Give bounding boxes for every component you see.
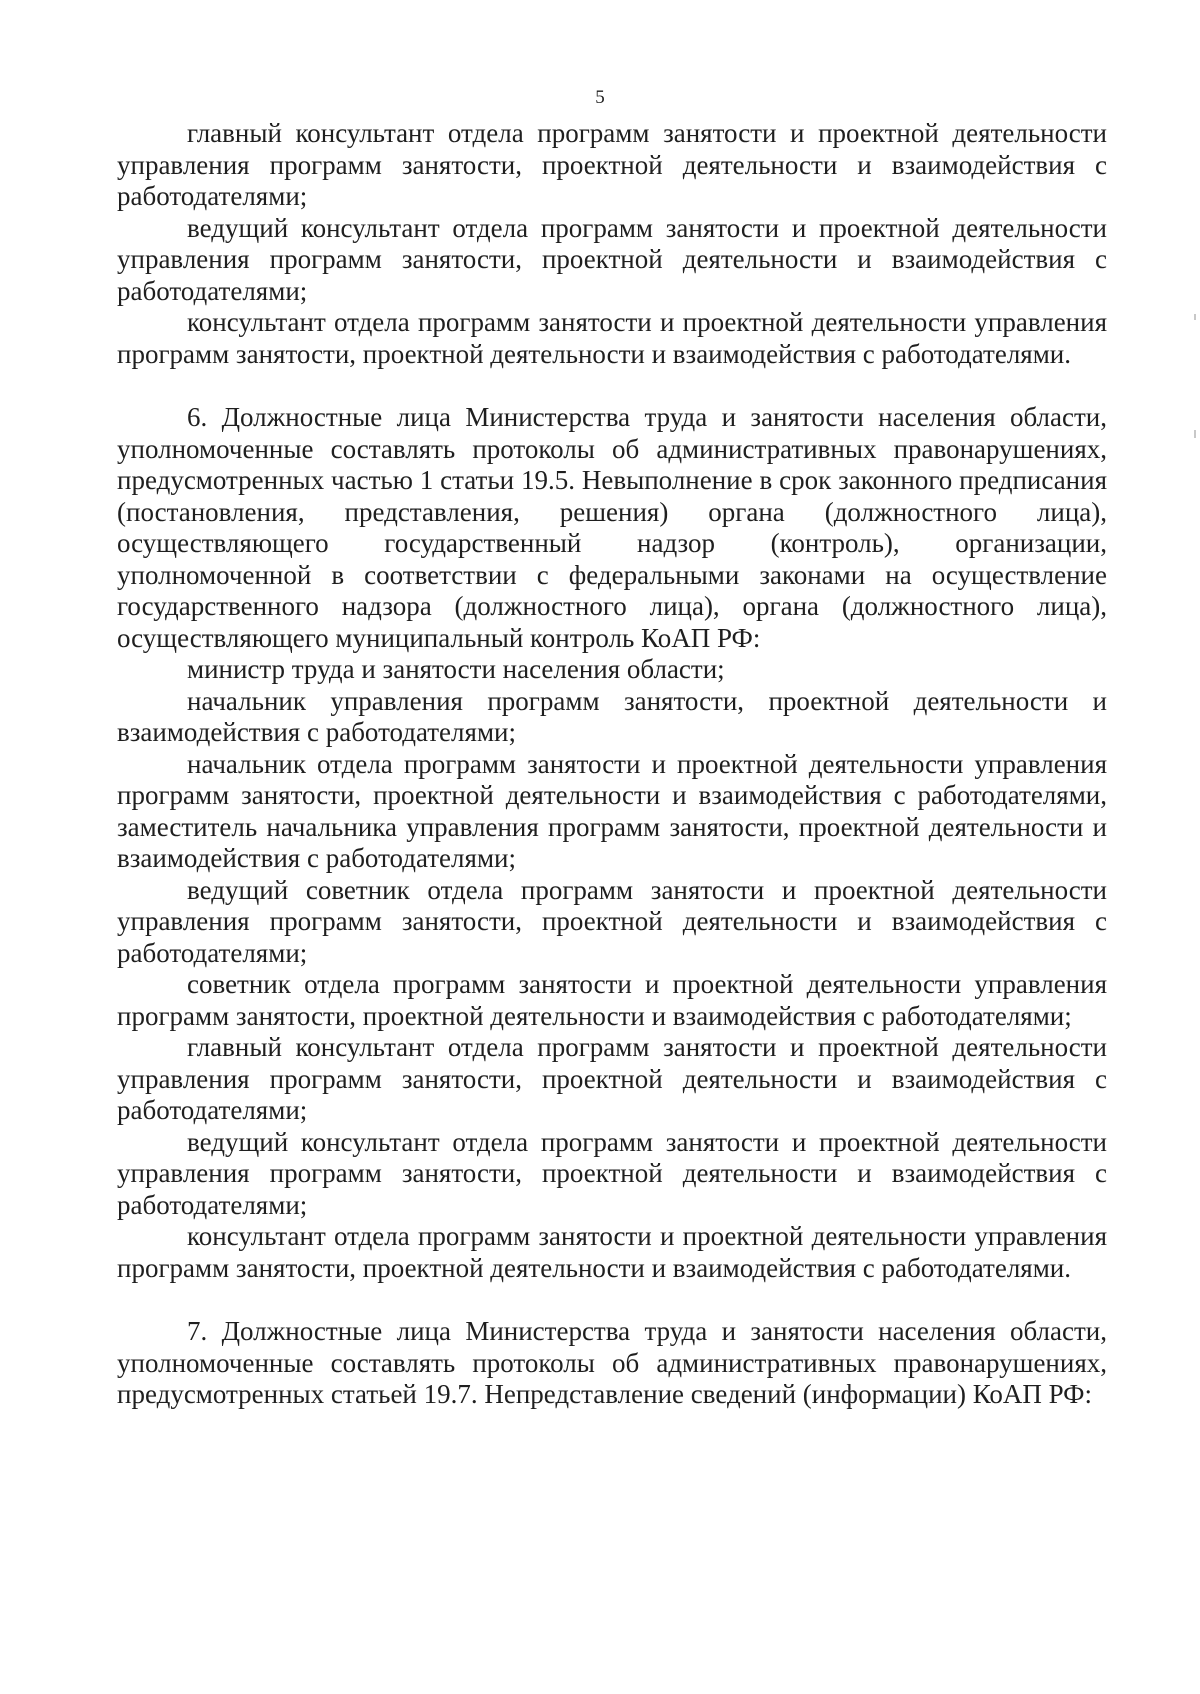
paragraph-spacer: [117, 1284, 1107, 1316]
document-body: [117, 118, 1107, 1411]
list-item: ведущий консультант отдела программ занятости и проектной деятельности управления программ занятости, проектной деятельности и взаимодействия с работодателями;: [117, 212, 1107, 306]
paragraph-spacer: [117, 370, 1107, 402]
list-item: главный консультант отдела программ занятости и проектной деятельности управления программ занятости, проектной деятельности и взаимодействия с работодателями;: [117, 1032, 1107, 1125]
section-7-heading: 7. Должностные лица Министерства труда и занятости населения области, уполномоченные составлять протоколы об административных правонарушениях, предусмотренных статьей 19.7. Непредставление сведений (информации) КоАП РФ:: [117, 1316, 1107, 1409]
list-item: консультант отдела программ занятости и проектной деятельности управления программ занятости, проектной деятельности и взаимодействия с работодателями.: [117, 1221, 1107, 1283]
page-number: 5: [595, 87, 605, 108]
list-item: консультант отдела программ занятости и проектной деятельности управления программ занятости, проектной деятельности и взаимодействия с работодателями.: [117, 307, 1107, 369]
list-item: ведущий консультант отдела программ занятости и проектной деятельности управления программ занятости, проектной деятельности и взаимодействия с работодателями;: [117, 1126, 1107, 1220]
list-item: начальник отдела программ занятости и проектной деятельности управления программ занятости, проектной деятельности и взаимодействия с работодателями, заместитель начальника управления программ занятости, проектной деятельности и взаимодействия с работодателями;: [117, 748, 1107, 873]
scan-artifact: [1194, 314, 1196, 320]
list-item: главный консультант отдела программ занятости и проектной деятельности управления программ занятости, проектной деятельности и взаимодействия с работодателями;: [117, 118, 1107, 211]
list-item: министр труда и занятости населения области;: [187, 654, 725, 684]
list-item: начальник управления программ занятости, проектной деятельности и взаимодействия с работодателями;: [117, 685, 1107, 747]
scan-artifact: [1194, 430, 1196, 438]
list-item: советник отдела программ занятости и проектной деятельности управления программ занятости, проектной деятельности и взаимодействия с работодателями;: [117, 969, 1107, 1031]
list-item: ведущий советник отдела программ занятости и проектной деятельности управления программ занятости, проектной деятельности и взаимодействия с работодателями;: [117, 874, 1107, 968]
section-6-heading: 6. Должностные лица Министерства труда и занятости населения области, уполномоченные составлять протоколы об административных правонарушениях, предусмотренных частью 1 статьи 19.5. Невыполнение в срок законного предписания (постановления, представления, решения) органа (должностного лица), осуществляющего государственный надзор (контроль), организации, уполномоченной в соответствии с федеральными законами на осуществление государственного надзора (должностного лица), органа (должностного лица), осуществляющего муниципальный контроль КоАП РФ:: [117, 402, 1107, 653]
